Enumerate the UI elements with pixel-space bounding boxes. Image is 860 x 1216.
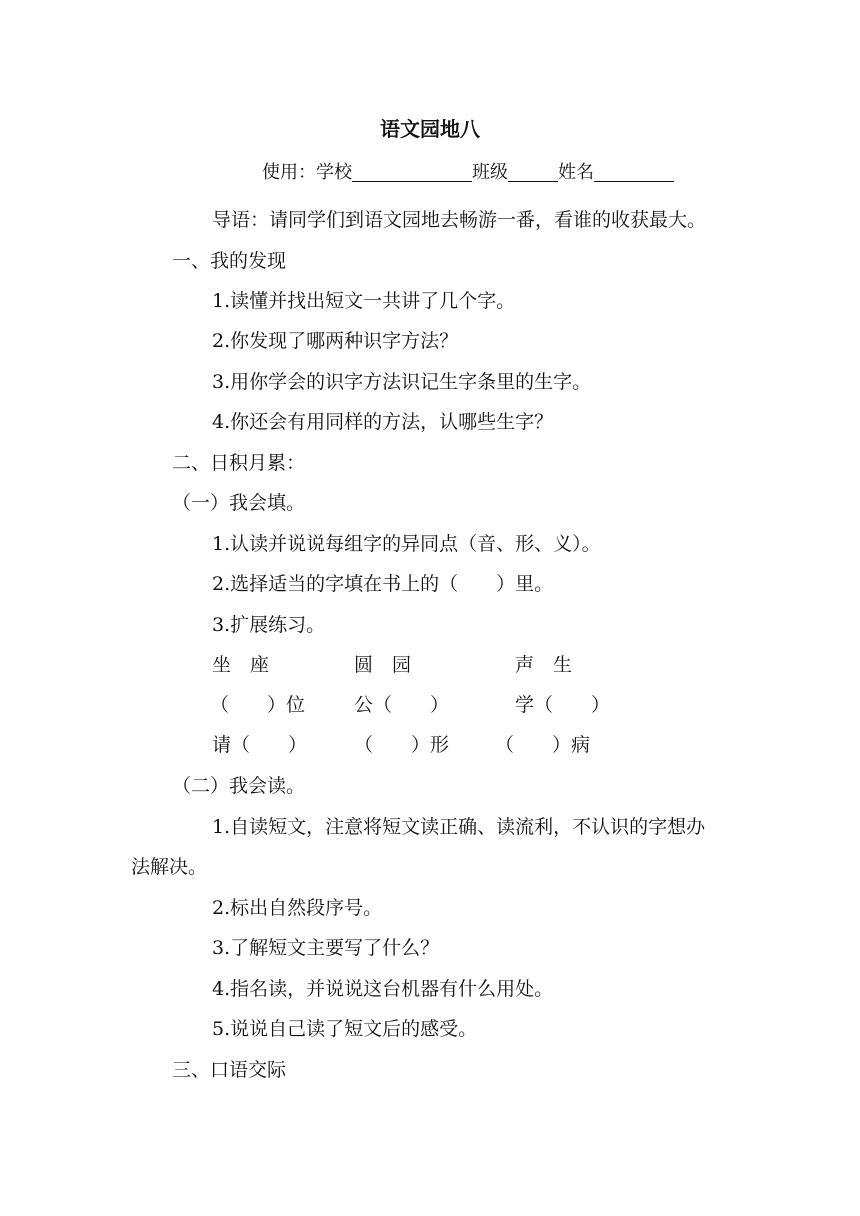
section2-heading: 二、日积月累： <box>172 452 306 474</box>
exercise-word-pair: 圆 园 <box>354 654 412 676</box>
section1-item: 4.你还会有用同样的方法，认哪些生字？ <box>212 411 554 433</box>
part2-item: 3.了解短文主要写了什么？ <box>212 937 440 959</box>
school-label: 使用：学校 <box>262 162 352 183</box>
intro-text: 导语：请同学们到语文园地去畅游一番，看谁的收获最大。 <box>212 209 707 231</box>
name-label: 姓名 <box>558 162 594 183</box>
part1-item: 2.选择适当的字填在书上的（ ）里。 <box>212 573 554 595</box>
school-blank[interactable] <box>352 161 472 182</box>
section1-item: 3.用你学会的识字方法识记生字条里的生字。 <box>212 371 592 393</box>
section3-heading: 三、口语交际 <box>172 1059 287 1081</box>
exercise-word-pair: 声 生 <box>515 654 573 676</box>
exercise-blank: （ ）病 <box>495 734 591 756</box>
exercise-blank: （ ）位 <box>210 694 306 716</box>
part1-item: 1.认读并说说每组字的异同点（音、形、义）。 <box>212 533 601 555</box>
exercise-blank: （ ）形 <box>354 734 450 756</box>
section1-item: 2.你发现了哪两种识字方法？ <box>212 330 459 352</box>
name-blank[interactable] <box>594 161 674 182</box>
part1-item: 3.扩展练习。 <box>212 614 326 636</box>
part2-item: 2.标出自然段序号。 <box>212 897 383 919</box>
page-title: 语文园地八 <box>380 117 480 141</box>
class-blank[interactable] <box>508 161 558 182</box>
section1-item: 1.读懂并找出短文一共讲了几个字。 <box>212 290 516 312</box>
part1-heading: （一）我会填。 <box>172 492 306 514</box>
class-label: 班级 <box>472 162 508 183</box>
part2-item-continued: 法解决。 <box>131 856 208 878</box>
part2-item: 4.指名读，并说说这台机器有什么用处。 <box>212 978 554 1000</box>
section1-heading: 一、我的发现 <box>172 250 287 272</box>
exercise-blank: 公（ ） <box>354 694 450 716</box>
exercise-blank: 学（ ） <box>515 694 611 716</box>
part2-item: 5.说说自己读了短文后的感受。 <box>212 1018 478 1040</box>
student-info-line <box>262 160 674 186</box>
exercise-blank: 请（ ） <box>212 734 308 756</box>
exercise-word-pair: 坐 座 <box>212 654 270 676</box>
part2-item: 1.自读短文，注意将短文读正确、读流利，不认识的字想办 <box>212 816 706 838</box>
part2-heading: （二）我会读。 <box>172 775 306 797</box>
